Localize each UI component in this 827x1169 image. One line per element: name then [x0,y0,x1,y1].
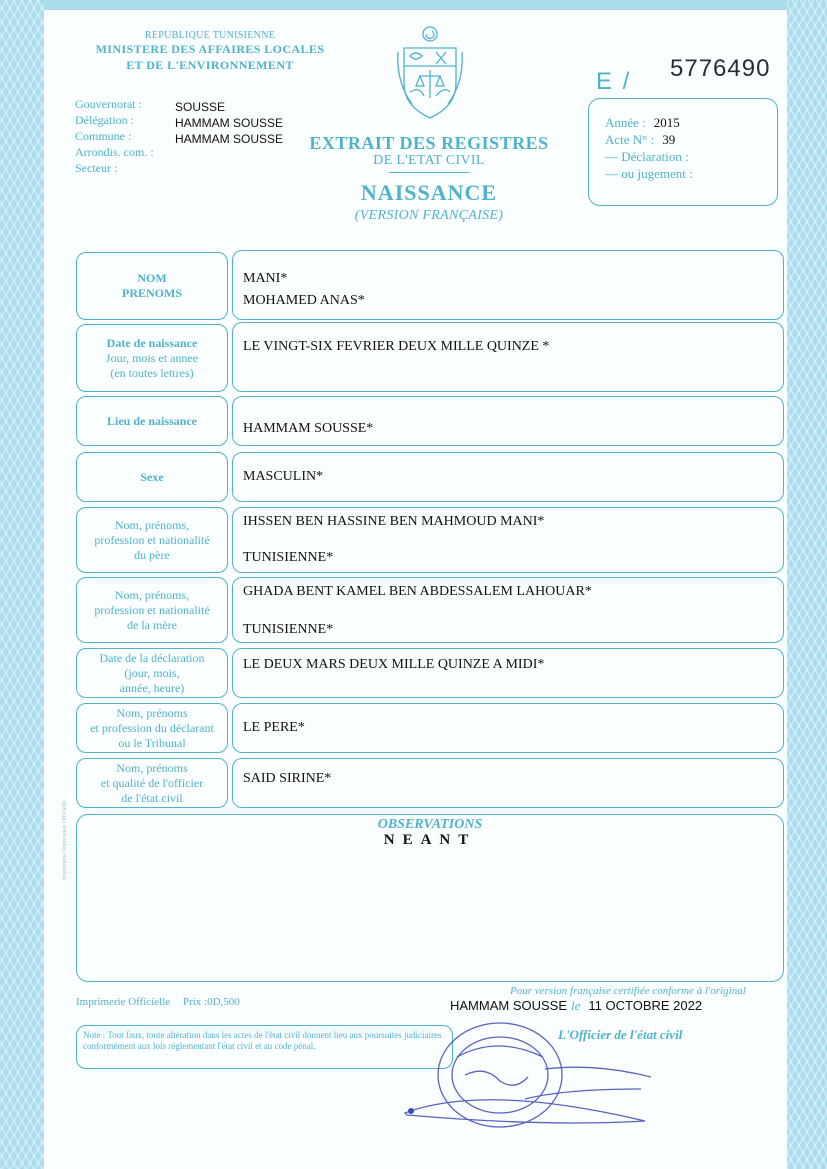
officier-label [76,758,228,808]
pere-nationality: TUNISIENNE* [243,550,334,565]
declaration-date-label [76,648,228,698]
label-line: profession et nationalité [94,532,210,547]
naissance-title: NAISSANCE [360,180,498,205]
ministry-line-1: MINISTERE DES AFFAIRES LOCALES [95,42,325,56]
mere-value [232,577,784,643]
lieu-naissance-label [76,396,228,446]
ministry-line-2: ET DE L'ENVIRONNEMENT [126,58,294,72]
label-line: Jour, mois et annee [105,350,199,365]
acte-row [605,132,675,148]
coat-of-arms-icon [396,22,464,122]
etat-civil-subtitle: DE L'ETAT CIVIL [373,153,485,168]
officier-text: SAID SIRINE* [243,771,332,786]
annee-value: 2015 [653,115,680,130]
admin-values [175,99,283,147]
label-line: Sexe [140,469,164,484]
label-line: Date de la déclaration [99,650,205,665]
declarant-value [232,703,784,753]
gouvernorat-value: SOUSSE [175,100,226,114]
issue-date: 11 OCTOBRE 2022 [588,998,703,1013]
label-line: du père [134,547,170,562]
label-line: NOM [137,271,167,285]
label-line: Nom, prénoms [116,705,188,720]
declaration-row [605,149,689,165]
registry-box [588,98,778,206]
security-border-right [787,0,827,1169]
issue-place: HAMMAM SOUSSE [450,998,568,1013]
pere-label [76,507,228,573]
label-line: et profession du déclarant [90,720,214,735]
label-line: Nom, prénoms, [114,587,190,602]
declarant-text: LE PERE* [243,720,305,735]
label-line: Date de naissance [106,335,198,350]
label-line: (en toutes lettres) [110,365,194,380]
republic-name: REPUBLIQUE TUNISIENNE [144,30,276,41]
nom-prenoms-label [76,252,228,320]
side-print-mark: Imprimerie Impression Officielle [62,800,68,880]
label-line: Lieu de naissance [106,413,197,428]
security-border-left [0,0,44,1169]
security-border-top [0,0,827,10]
observations-value: NEANT [383,832,477,848]
annee-row [605,115,680,131]
officer-title: L'Officier de l'état civil [558,1027,683,1042]
annee-label: Année : [605,115,646,130]
acte-label: Acte N° : [605,132,655,147]
imprint-name: Imprimerie Officielle [76,996,171,1008]
acte-value: 39 [662,132,676,147]
declarant-label [76,703,228,753]
prenoms-value: MOHAMED ANAS* [243,293,365,308]
pere-value [232,507,784,573]
label-line: Nom, prénoms [116,760,188,775]
jugement-label: — ou jugement : [605,166,693,181]
serial-number: 5776490 [670,55,771,82]
delegation-value: HAMMAM SOUSSE [175,116,284,130]
sexe-text: MASCULIN* [243,469,324,484]
observations-title: OBSERVATIONS [377,817,483,832]
arrondissement-label: Arrondis. com. : [75,145,154,159]
sexe-label [76,452,228,502]
delegation-label: Délégation : [75,113,134,127]
official-stamp-icon [395,1015,685,1130]
date-naissance-value [232,322,784,392]
label-line: année, heure) [119,680,185,695]
label-line: (jour, mois, [124,665,180,680]
act-type-heading [300,180,558,224]
version-subtitle: (VERSION FRANÇAISE) [354,208,504,223]
mere-nationality: TUNISIENNE* [243,622,334,637]
admin-labels [75,96,154,176]
issuing-authority [80,30,340,73]
mere-name: GHADA BENT KAMEL BEN ABDESSALEM LAHOUAR* [243,584,592,599]
officier-value [232,758,784,808]
issue-le: le [571,998,581,1013]
date-naissance-text: LE VINGT-SIX FEVRIER DEUX MILLE QUINZE * [243,339,550,354]
label-line: profession et nationalité [94,602,210,617]
nom-value: MANI* [243,271,288,286]
certified-note: Pour version française certifiée conforme à l'original [510,985,746,997]
price: Prix :0D,500 [182,996,240,1008]
label-line: de l'état civil [121,790,183,805]
extrait-title: EXTRAIT DES REGISTRES [309,133,549,153]
imprint-line [76,996,240,1008]
label-line: ou le Tribunal [118,735,186,750]
commune-value: HAMMAM SOUSSE [175,132,284,146]
label-line: PRENOMS [122,286,182,300]
date-naissance-label [76,324,228,392]
nom-prenoms-value [232,250,784,320]
secteur-label: Secteur : [75,161,118,175]
sexe-value [232,452,784,502]
pere-name: IHSSEN BEN HASSINE BEN MAHMOUD MANI* [243,514,545,529]
label-line: de la mère [127,617,177,632]
lieu-naissance-value [232,396,784,446]
issue-dateline [450,998,702,1014]
label-line: Nom, prénoms, [114,517,190,532]
document-heading [300,133,558,173]
heading-rule [389,172,469,173]
serial-prefix: E / [596,68,632,95]
declaration-label: — Déclaration : [605,149,689,164]
jugement-row [605,166,693,182]
declaration-date-value [232,648,784,698]
label-line: et qualité de l'officier [100,775,204,790]
declaration-date-text: LE DEUX MARS DEUX MILLE QUINZE A MIDI* [243,657,545,672]
gouvernorat-label: Gouvernorat : [75,97,142,111]
lieu-naissance-text: HAMMAM SOUSSE* [243,421,374,436]
legal-note: Note : Tout faux, toute altération dans les actes de l'état civil donnent lieu aux poursuites judiciaires conformément aux lois réglementant l'état civil et au code pénal. [76,1025,453,1069]
mere-label [76,577,228,643]
commune-label: Commune : [75,129,132,143]
